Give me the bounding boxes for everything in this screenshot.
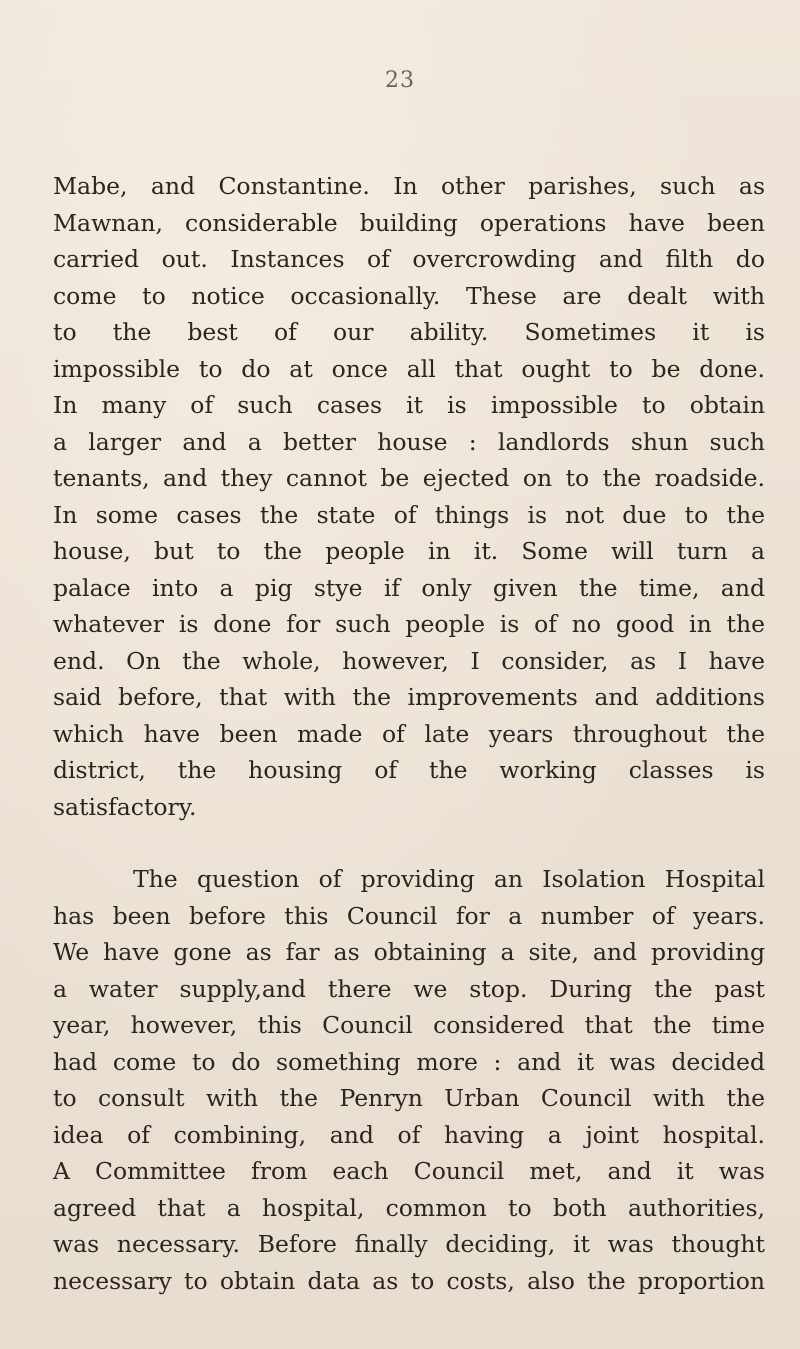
text-line: A Committee from each Council met, and it was: [53, 1157, 765, 1185]
text-line: necessary to obtain data as to costs, also the proportion: [53, 1266, 765, 1295]
text-line: end. On the whole, however, I consider, as I have: [53, 646, 765, 675]
text-line: The question of providing an Isolation Hospital: [133, 865, 765, 893]
text-line: impossible to do at once all that ought to be done.: [53, 354, 765, 383]
text-line: In many of such cases it is impossible to obtain: [53, 391, 765, 419]
body-text: [53, 168, 765, 1299]
page-number: 23: [385, 68, 415, 93]
paragraph-gap: [53, 825, 765, 861]
text-line: a larger and a better house : landlords shun such: [53, 427, 765, 456]
text-line: to consult with the Penryn Urban Council with the: [53, 1084, 765, 1112]
text-line: palace into a pig stye if only given the time, and: [53, 573, 765, 602]
text-line: In some cases the state of things is not due to the: [53, 500, 765, 529]
text-line: a water supply,and there we stop. During the past: [53, 974, 765, 1003]
text-line: had come to do something more : and it was decided: [53, 1047, 765, 1076]
text-line: whatever is done for such people is of no good in the: [53, 610, 765, 638]
text-line: house, but to the people in it. Some will turn a: [53, 537, 765, 565]
text-line: carried out. Instances of overcrowding and filth do: [53, 245, 765, 273]
text-line: year, however, this Council considered that the time: [53, 1011, 765, 1039]
text-line: district, the housing of the working classes is: [53, 756, 765, 784]
paragraph-housing: [53, 168, 765, 825]
text-line: was necessary. Before finally deciding, it was thought: [53, 1230, 765, 1258]
text-line: has been before this Council for a number of years.: [53, 901, 765, 930]
text-line: tenants, and they cannot be ejected on to the roadside.: [53, 464, 765, 492]
text-line: Mawnan, considerable building operations have been: [53, 208, 765, 237]
text-line: come to notice occasionally. These are dealt with: [53, 281, 765, 310]
paragraph-isolation-hospital: [53, 861, 765, 1299]
text-line: We have gone as far as obtaining a site, and providing: [53, 938, 765, 966]
text-line: satisfactory.: [53, 792, 197, 821]
text-line: agreed that a hospital, common to both authorities,: [53, 1193, 765, 1222]
text-line: which have been made of late years throughout the: [53, 719, 765, 748]
text-line: said before, that with the improvements and additions: [53, 683, 765, 711]
text-line: Mabe, and Constantine. In other parishes, such as: [53, 172, 765, 200]
text-line: to the best of our ability. Sometimes it is: [53, 318, 765, 346]
text-line: idea of combining, and of having a joint hospital.: [53, 1120, 765, 1149]
